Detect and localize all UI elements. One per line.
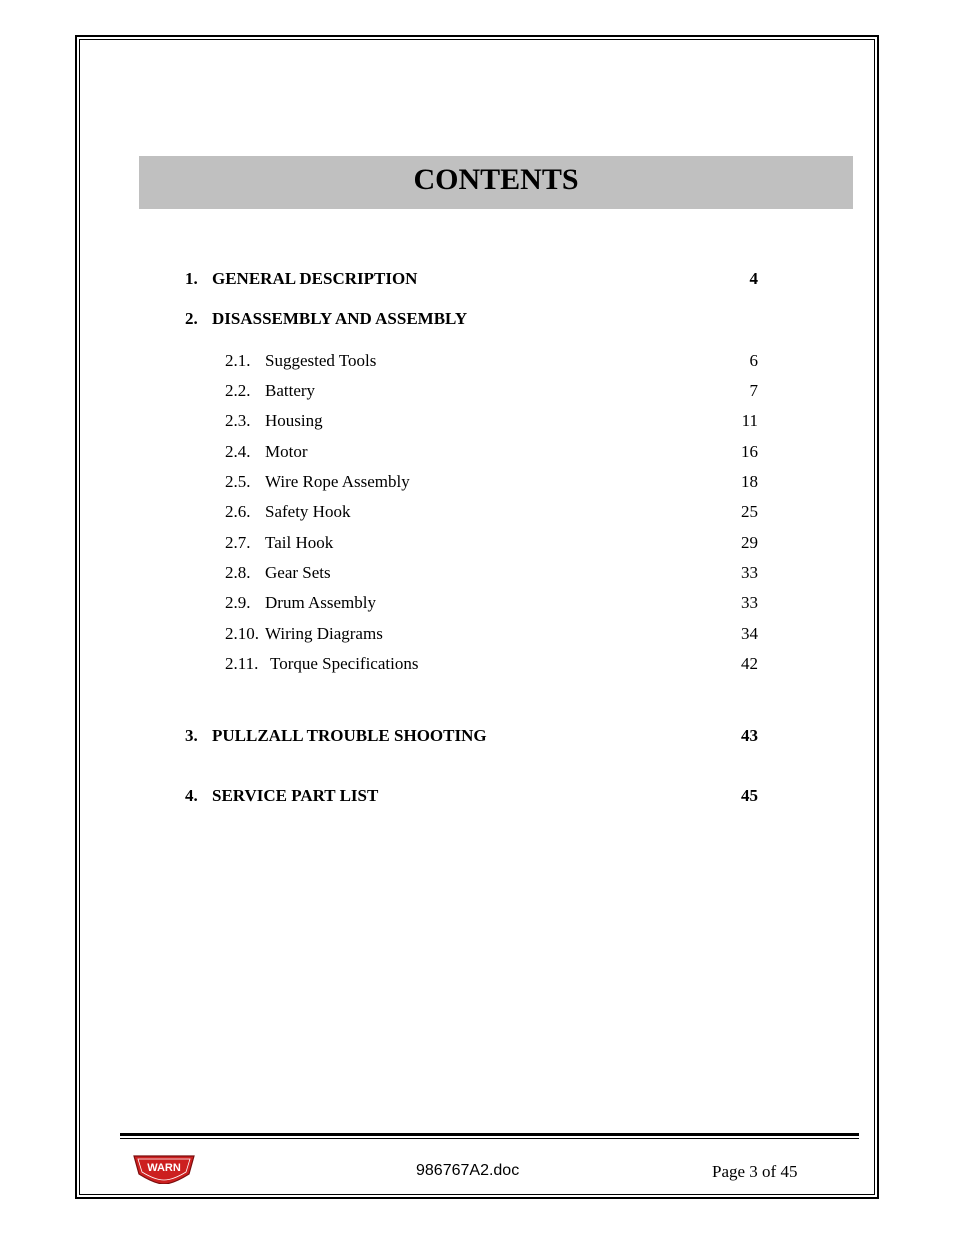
page-number: Page 3 of 45	[712, 1162, 798, 1181]
warn-logo-icon	[133, 1154, 195, 1184]
toc-subsection-number: 2.3.	[225, 411, 251, 430]
toc-subsection-number: 2.1.	[225, 351, 251, 370]
toc-subsection-title: Torque Specifications	[270, 654, 419, 673]
toc-subsection-page: 6	[749, 351, 758, 370]
title-band	[139, 156, 853, 209]
toc-subsection-page: 18	[741, 472, 758, 491]
toc-section-title: GENERAL DESCRIPTION	[212, 269, 418, 288]
document-filename: 986767A2.doc	[416, 1162, 520, 1179]
toc-subsection-title: Suggested Tools	[265, 351, 377, 370]
footer-rule	[120, 1133, 859, 1136]
toc-subsection-number: 2.8.	[225, 563, 251, 582]
toc-section-3[interactable]	[0, 725, 954, 747]
toc-section-page: 45	[741, 786, 758, 805]
toc-subsection-2-11[interactable]	[0, 653, 954, 675]
page-border-inner	[79, 39, 875, 1195]
toc-section-page: 4	[749, 269, 758, 288]
toc-subsection-number: 2.11.	[225, 654, 259, 673]
toc-subsection-2-9[interactable]	[0, 592, 954, 614]
toc-section-number: 4.	[185, 786, 198, 805]
toc-subsection-number: 2.9.	[225, 593, 251, 612]
toc-subsection-title: Housing	[265, 411, 323, 430]
toc-subsection-title: Drum Assembly	[265, 593, 376, 612]
toc-subsection-2-5[interactable]	[0, 471, 954, 493]
toc-section-number: 1.	[185, 269, 198, 288]
toc-subsection-title: Wire Rope Assembly	[265, 472, 410, 491]
toc-section-title: SERVICE PART LIST	[212, 786, 379, 805]
toc-subsection-2-3[interactable]	[0, 410, 954, 432]
toc-section-4[interactable]	[0, 785, 954, 807]
toc-subsection-page: 25	[741, 502, 758, 521]
toc-subsection-page: 7	[749, 381, 758, 400]
toc-subsection-page: 33	[741, 593, 758, 612]
toc-subsection-page: 29	[741, 533, 758, 552]
toc-subsection-number: 2.4.	[225, 442, 251, 461]
toc-subsection-page: 42	[741, 654, 758, 673]
footer-rule-thin	[120, 1138, 859, 1139]
toc-subsection-number: 2.7.	[225, 533, 251, 552]
toc-subsection-page: 34	[741, 624, 758, 643]
toc-section-2[interactable]	[0, 308, 954, 330]
toc-subsection-title: Wiring Diagrams	[265, 624, 383, 643]
page-title: CONTENTS	[413, 163, 579, 196]
toc-subsection-title: Gear Sets	[265, 563, 331, 582]
toc-subsection-2-1[interactable]	[0, 350, 954, 372]
logo-text: WARN	[147, 1162, 181, 1174]
toc-section-page: 43	[741, 726, 758, 745]
toc-subsection-2-2[interactable]	[0, 380, 954, 402]
toc-subsection-number: 2.6.	[225, 502, 251, 521]
toc-section-number: 3.	[185, 726, 198, 745]
toc-section-1[interactable]	[0, 268, 954, 290]
toc-subsection-page: 33	[741, 563, 758, 582]
toc-subsection-2-7[interactable]	[0, 532, 954, 554]
toc-section-title: DISASSEMBLY AND ASSEMBLY	[212, 309, 468, 328]
toc-subsection-page: 16	[741, 442, 758, 461]
toc-subsection-title: Motor	[265, 442, 308, 461]
toc-subsection-title: Tail Hook	[265, 533, 334, 552]
toc-subsection-number: 2.10.	[225, 624, 259, 643]
toc-section-number: 2.	[185, 309, 198, 328]
toc-subsection-2-10[interactable]	[0, 623, 954, 645]
toc-subsection-page: 11	[741, 411, 758, 430]
toc-subsection-2-4[interactable]	[0, 441, 954, 463]
toc-subsection-title: Battery	[265, 381, 316, 400]
toc-subsection-title: Safety Hook	[265, 502, 351, 521]
toc-subsection-2-6[interactable]	[0, 501, 954, 523]
toc-subsection-2-8[interactable]	[0, 562, 954, 584]
toc-section-title: PULLZALL TROUBLE SHOOTING	[212, 726, 487, 745]
toc-subsection-number: 2.2.	[225, 381, 251, 400]
toc-subsection-number: 2.5.	[225, 472, 251, 491]
